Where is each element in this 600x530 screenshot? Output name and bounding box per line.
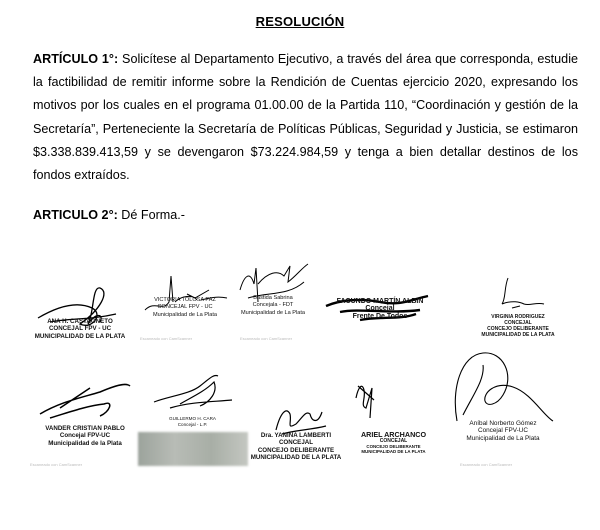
sig-role: Concejal [365,305,395,313]
article-1 [33,48,578,187]
signature-block-castagneto [30,278,130,340]
scanner-watermark: Escaneado con CamScanner [240,336,293,341]
sig-org-2: MUNICIPALIDAD DE LA PLATA [481,332,555,338]
sig-name: ARIEL ARCHANCO [360,430,427,439]
sig-name: VICTORIA TOLOSA PAZ [154,297,216,303]
sig-role: Concejala - FDT [252,302,294,309]
signature-block-cara [140,372,245,428]
sig-name: Dra. YANINA LAMBERTI [260,432,332,439]
sig-org: Municipalidad de La Plata [466,434,540,442]
scanner-watermark: Escaneado con CamScanner [460,462,513,467]
sig-role: CONCEJAL FPV - UC [48,325,112,333]
signature-block-archanco [346,378,441,454]
blurred-region [138,432,248,466]
signature-block-bastida [228,262,318,317]
sig-name: ANA H. CASTAGNETO [47,318,113,325]
sig-org: Municipalidad de la Plata [48,439,122,447]
sig-org: CONCEJO DELIBERANTE [257,446,335,454]
sig-org-2: MUNICIPALIDAD DE LA PLATA [361,449,426,455]
scanner-watermark: Escaneado con CamScanner [30,462,83,467]
article-2-label: ARTICULO 2°: [33,208,118,222]
resolution-title: RESOLUCIÓN [255,14,345,29]
signature-block-gomez [443,345,563,442]
signature-block-rodriguez [468,274,568,338]
signature-block-vander [30,378,140,447]
sig-org: CONCEJO DELIBERANTE [487,326,549,332]
sig-org-2: MUNICIPALIDAD DE LA PLATA [250,454,342,462]
sig-org: Frente De Todos [352,312,408,320]
sig-org: Municipalidad de La Plata [240,309,306,316]
sig-org: MUNICIPALIDAD DE LA PLATA [34,332,126,340]
sig-name: GUILLERMO H. CARA [169,416,216,421]
sig-name: VIRGINIA RODRIGUEZ [491,314,545,320]
sig-role: Concejal - L.P. [177,422,208,427]
article-2 [33,204,578,227]
sig-org: Municipalidad de La Plata [152,311,218,318]
sig-name: Aníbal Norberto Gómez [469,420,537,427]
sig-name: FACUNDO MARTÍN ALBIN [336,298,424,305]
sig-role: CONCEJAL FPV - UC [157,304,213,311]
sig-role: CONCEJAL [504,320,532,326]
sig-org: CONCEJO DELIBERANTE [366,444,421,450]
article-1-label: ARTÍCULO 1°: [33,52,119,66]
scanner-watermark: Escaneado con CamScanner [140,336,193,341]
sig-role: CONCEJAL [379,438,408,445]
sig-role: CONCEJAL [278,439,314,447]
sig-role: Concejal FPV-UC [477,427,529,435]
sig-name: Bastida Sabrina [253,295,293,301]
signature-block-albin [320,290,440,320]
signature-block-lamberti [246,400,346,462]
sig-role: Concejal FPV-UC [59,432,111,440]
sig-name: VANDER CRISTIAN PABLO [45,425,125,432]
article-1-text: Solicítese al Departamento Ejecutivo, a través del área que corresponda, estudie la factibilidad de remitir informe sobre la Rendición de Cuentas ejercicio 2020, expresando los motivos por los cuales en el programa 01.00.00 de la Partida 110, “Coordinación y gestión de la Secretaría”, Perteneciente la Secretaría de Políticas Públicas, Seguridad y Justicia, se estimaron $3.338.839.413,59 y se devengaron $73.224.984,59 y tenga a bien detallar destinos de los fondos extraídos. [33,52,578,183]
article-2-text: Dé Forma.- [117,208,185,222]
signature-block-tolosa-paz [135,272,235,319]
